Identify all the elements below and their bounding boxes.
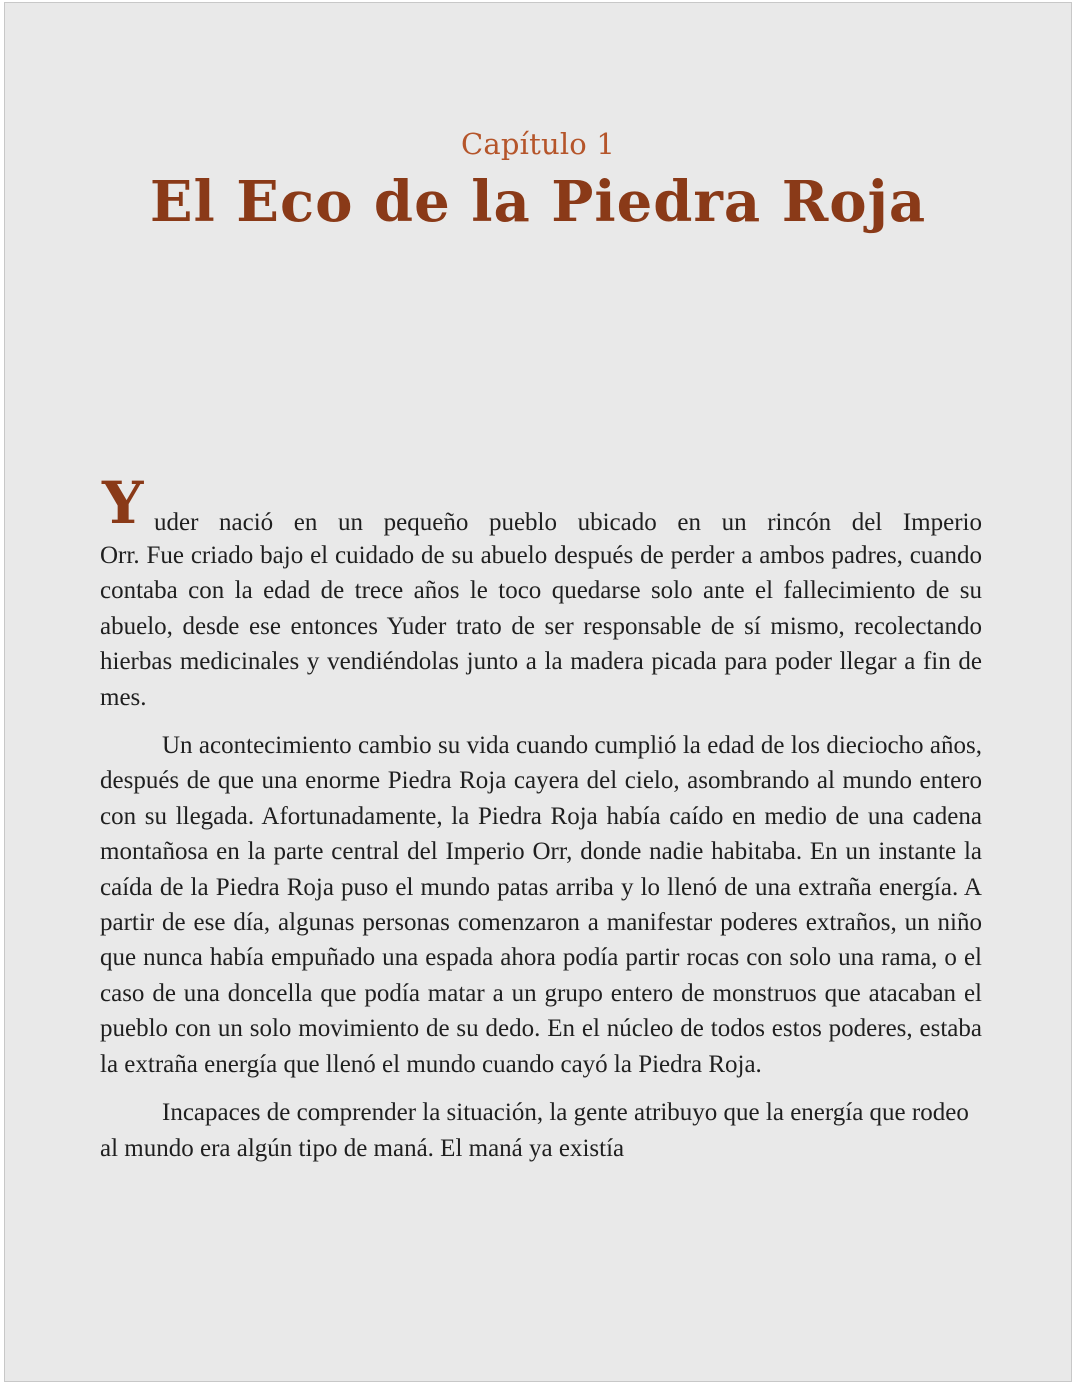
paragraph-1: Orr. Fue criado bajo el cuidado de su abuelo después de perder a ambos padres, cuando contaba con la edad de trece años le toco quedarse solo ante el fallecimiento de su abuelo, desde ese entonces Yuder trato de ser responsable de sí mismo, recolectando hierbas medicinales y vendiéndolas junto a la madera picada para poder llegar a fin de mes. (100, 542, 982, 711)
paragraph-2: Un acontecimiento cambio su vida cuando cumplió la edad de los dieciocho años, después de que una enorme Piedra Roja cayera del cielo, asombrando al mundo entero con su llegada. Afortunadamente, la Piedra Roja había caído en medio de una cadena montañosa en la parte central del Imperio Orr, donde nadie habitaba. En un instante la caída de la Piedra Roja puso el mundo patas arriba y lo llenó de una extraña energía. A partir de ese día, algunas personas comenzaron a manifestar poderes extraños, un niño que nunca había empuñado una espada ahora podía partir rocas con solo una rama, o el caso de una doncella que podía matar a un grupo entero de monstruos que atacaban el pueblo con un solo movimiento de su dedo. En el núcleo de todos estos poderes, estaba la extraña energía que llenó el mundo cuando cayó la Piedra Roja. (100, 732, 982, 1078)
chapter-title: El Eco de la Piedra Roja (149, 169, 927, 235)
paragraph-3: Incapaces de comprender la situación, la gente atribuyo que la energía que rodeo al mundo era algún tipo de maná. El maná ya existía (100, 1099, 969, 1162)
book-page (4, 2, 1072, 1382)
first-line-text: uder nació en un pequeño pueblo ubicado en un rincón del Imperio (154, 509, 982, 536)
chapter-body (100, 471, 982, 1179)
first-paragraph-opening (100, 469, 982, 537)
chapter-label: Capítulo 1 (460, 127, 616, 161)
drop-cap: Y (102, 469, 144, 537)
